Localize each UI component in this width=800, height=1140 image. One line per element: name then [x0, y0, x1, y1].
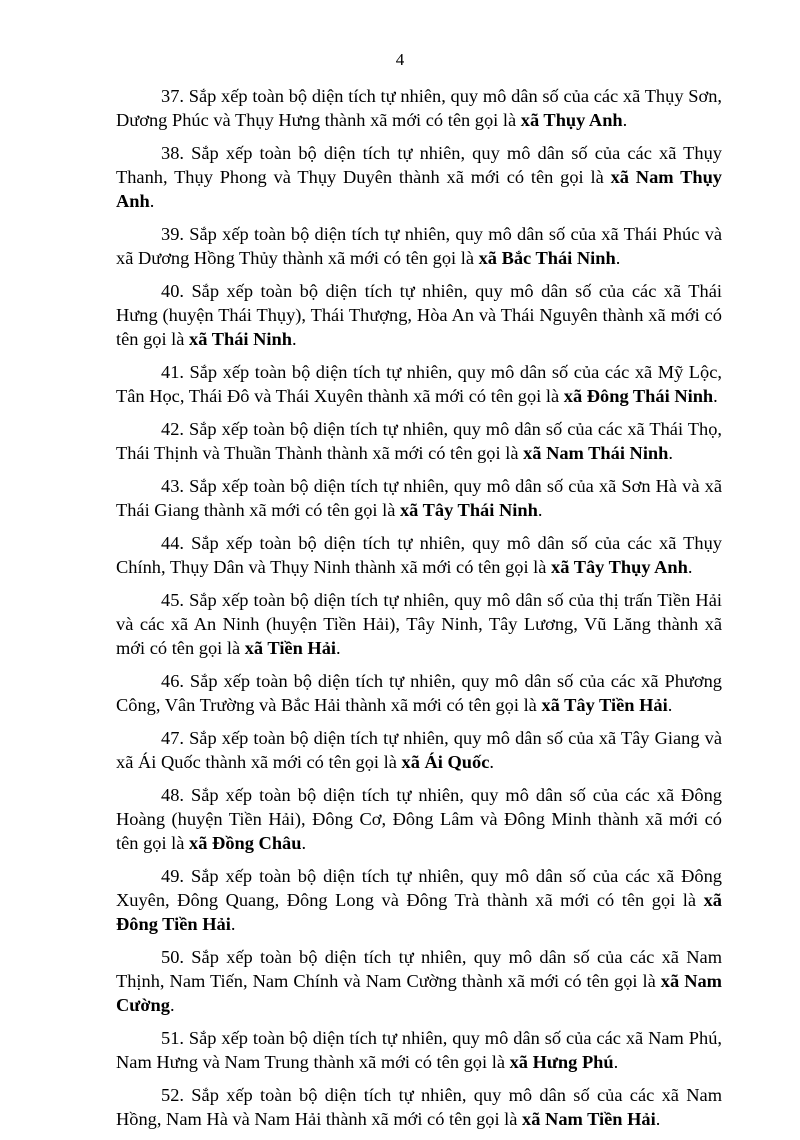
paragraph-44	[116, 531, 722, 579]
paragraph-text: 48. Sắp xếp toàn bộ diện tích tự nhiên, quy mô dân số của các xã Đông Hoàng (huyện Tiền Hải), Đông Cơ, Đông Lâm và Đông Minh thành xã mới có tên gọi là	[116, 785, 722, 853]
paragraph-text: 50. Sắp xếp toàn bộ diện tích tự nhiên, quy mô dân số của các xã Nam Thịnh, Nam Tiến, Nam Chính và Nam Cường thành xã mới có tên gọi là	[116, 947, 722, 991]
paragraph-end: .	[301, 833, 307, 853]
commune-name: xã Tiền Hải	[244, 638, 337, 658]
paragraph-text: 39. Sắp xếp toàn bộ diện tích tự nhiên, quy mô dân số của xã Thái Phúc và xã Dương Hồng Thủy thành xã mới có tên gọi là	[116, 224, 722, 268]
paragraph-text: 47. Sắp xếp toàn bộ diện tích tự nhiên, quy mô dân số của xã Tây Giang và xã Ái Quốc thành xã mới có tên gọi là	[116, 728, 722, 772]
commune-name: xã Tây Thái Ninh	[399, 500, 538, 520]
commune-name: xã Tây Tiền Hải	[541, 695, 668, 715]
paragraph-end: .	[291, 329, 297, 349]
paragraph-end: .	[655, 1109, 661, 1129]
paragraph-end: .	[668, 443, 673, 463]
paragraph-end: .	[713, 386, 718, 406]
page-number: 4	[395, 50, 405, 69]
paragraph-text: 52. Sắp xếp toàn bộ diện tích tự nhiên, quy mô dân số của các xã Nam Hồng, Nam Hà và Nam Hải thành xã mới có tên gọi là	[116, 1085, 722, 1129]
paragraph-end: .	[336, 638, 341, 658]
paragraph-text: 45. Sắp xếp toàn bộ diện tích tự nhiên, quy mô dân số của thị trấn Tiền Hải và các xã An Ninh (huyện Tiền Hải), Tây Ninh, Tây Lương, Vũ Lăng thành xã mới có tên gọi là	[116, 590, 722, 658]
paragraph-text: 40. Sắp xếp toàn bộ diện tích tự nhiên, quy mô dân số của các xã Thái Hưng (huyện Thái Thụy), Thái Thượng, Hòa An và Thái Nguyên thành xã mới có tên gọi là	[116, 281, 722, 349]
paragraph-end: .	[230, 914, 236, 934]
paragraph-end: .	[667, 695, 673, 715]
paragraph-text: 37. Sắp xếp toàn bộ diện tích tự nhiên, quy mô dân số của các xã Thụy Sơn, Dương Phúc và Thụy Hưng thành xã mới có tên gọi là	[116, 86, 722, 130]
commune-name: xã Đông Thái Ninh	[563, 386, 714, 406]
paragraph-end: .	[615, 248, 621, 268]
paragraph-50	[116, 945, 722, 1017]
commune-name: xã Thụy Anh	[520, 110, 623, 130]
commune-name: xã Nam Tiền Hải	[522, 1109, 656, 1129]
commune-name: xã Đông Tiền Hải	[116, 890, 722, 934]
paragraph-46	[116, 669, 722, 717]
commune-name: xã Nam Thụy Anh	[116, 167, 722, 211]
paragraph-text: 42. Sắp xếp toàn bộ diện tích tự nhiên, quy mô dân số của các xã Thái Thọ, Thái Thịnh và Thuần Thành thành xã mới có tên gọi là	[116, 419, 722, 463]
paragraph-40	[116, 279, 722, 351]
paragraph-52	[116, 1083, 722, 1131]
paragraph-end: .	[622, 110, 628, 130]
paragraph-end: .	[169, 995, 175, 1015]
commune-name: xã Thái Ninh	[189, 329, 292, 349]
commune-name: xã Nam Thái Ninh	[523, 443, 669, 463]
paragraph-text: 51. Sắp xếp toàn bộ diện tích tự nhiên, quy mô dân số của các xã Nam Phú, Nam Hưng và Nam Trung thành xã mới có tên gọi là	[116, 1028, 722, 1072]
paragraph-text: 41. Sắp xếp toàn bộ diện tích tự nhiên, quy mô dân số của các xã Mỹ Lộc, Tân Học, Thái Đô và Thái Xuyên thành xã mới có tên gọi là	[116, 362, 722, 406]
paragraph-43	[116, 474, 722, 522]
paragraph-text: 43. Sắp xếp toàn bộ diện tích tự nhiên, quy mô dân số của xã Sơn Hà và xã Thái Giang thành xã mới có tên gọi là	[116, 476, 722, 520]
paragraph-end: .	[489, 752, 494, 772]
paragraph-end: .	[149, 191, 155, 211]
commune-name: xã Tây Thụy Anh	[551, 557, 688, 577]
document-body	[116, 84, 722, 1140]
commune-name: xã Hưng Phú	[509, 1052, 614, 1072]
commune-name: xã Nam Cường	[116, 971, 722, 1015]
paragraph-49	[116, 864, 722, 936]
paragraph-text: 44. Sắp xếp toàn bộ diện tích tự nhiên, quy mô dân số của các xã Thụy Chính, Thụy Dân và Thụy Ninh thành xã mới có tên gọi là	[116, 533, 722, 577]
paragraph-37	[116, 84, 722, 132]
paragraph-41	[116, 360, 722, 408]
paragraph-45	[116, 588, 722, 660]
paragraph-text: 49. Sắp xếp toàn bộ diện tích tự nhiên, quy mô dân số của các xã Đông Xuyên, Đông Quang, Đông Long và Đông Trà thành xã mới có tên gọi là	[116, 866, 722, 910]
commune-name: xã Ái Quốc	[401, 752, 490, 772]
paragraph-text: 46. Sắp xếp toàn bộ diện tích tự nhiên, quy mô dân số của các xã Phương Công, Vân Trường và Bắc Hải thành xã mới có tên gọi là	[116, 671, 722, 715]
paragraph-47	[116, 726, 722, 774]
paragraph-39	[116, 222, 722, 270]
commune-name: xã Bắc Thái Ninh	[478, 248, 616, 268]
commune-name: xã Đồng Châu	[189, 833, 302, 853]
paragraph-42	[116, 417, 722, 465]
paragraph-48	[116, 783, 722, 855]
paragraph-end: .	[613, 1052, 619, 1072]
paragraph-end: .	[687, 557, 693, 577]
paragraph-text: 38. Sắp xếp toàn bộ diện tích tự nhiên, quy mô dân số của các xã Thụy Thanh, Thụy Phong và Thụy Duyên thành xã mới có tên gọi là	[116, 143, 722, 187]
paragraph-end: .	[537, 500, 543, 520]
paragraph-51	[116, 1026, 722, 1074]
paragraph-38	[116, 141, 722, 213]
